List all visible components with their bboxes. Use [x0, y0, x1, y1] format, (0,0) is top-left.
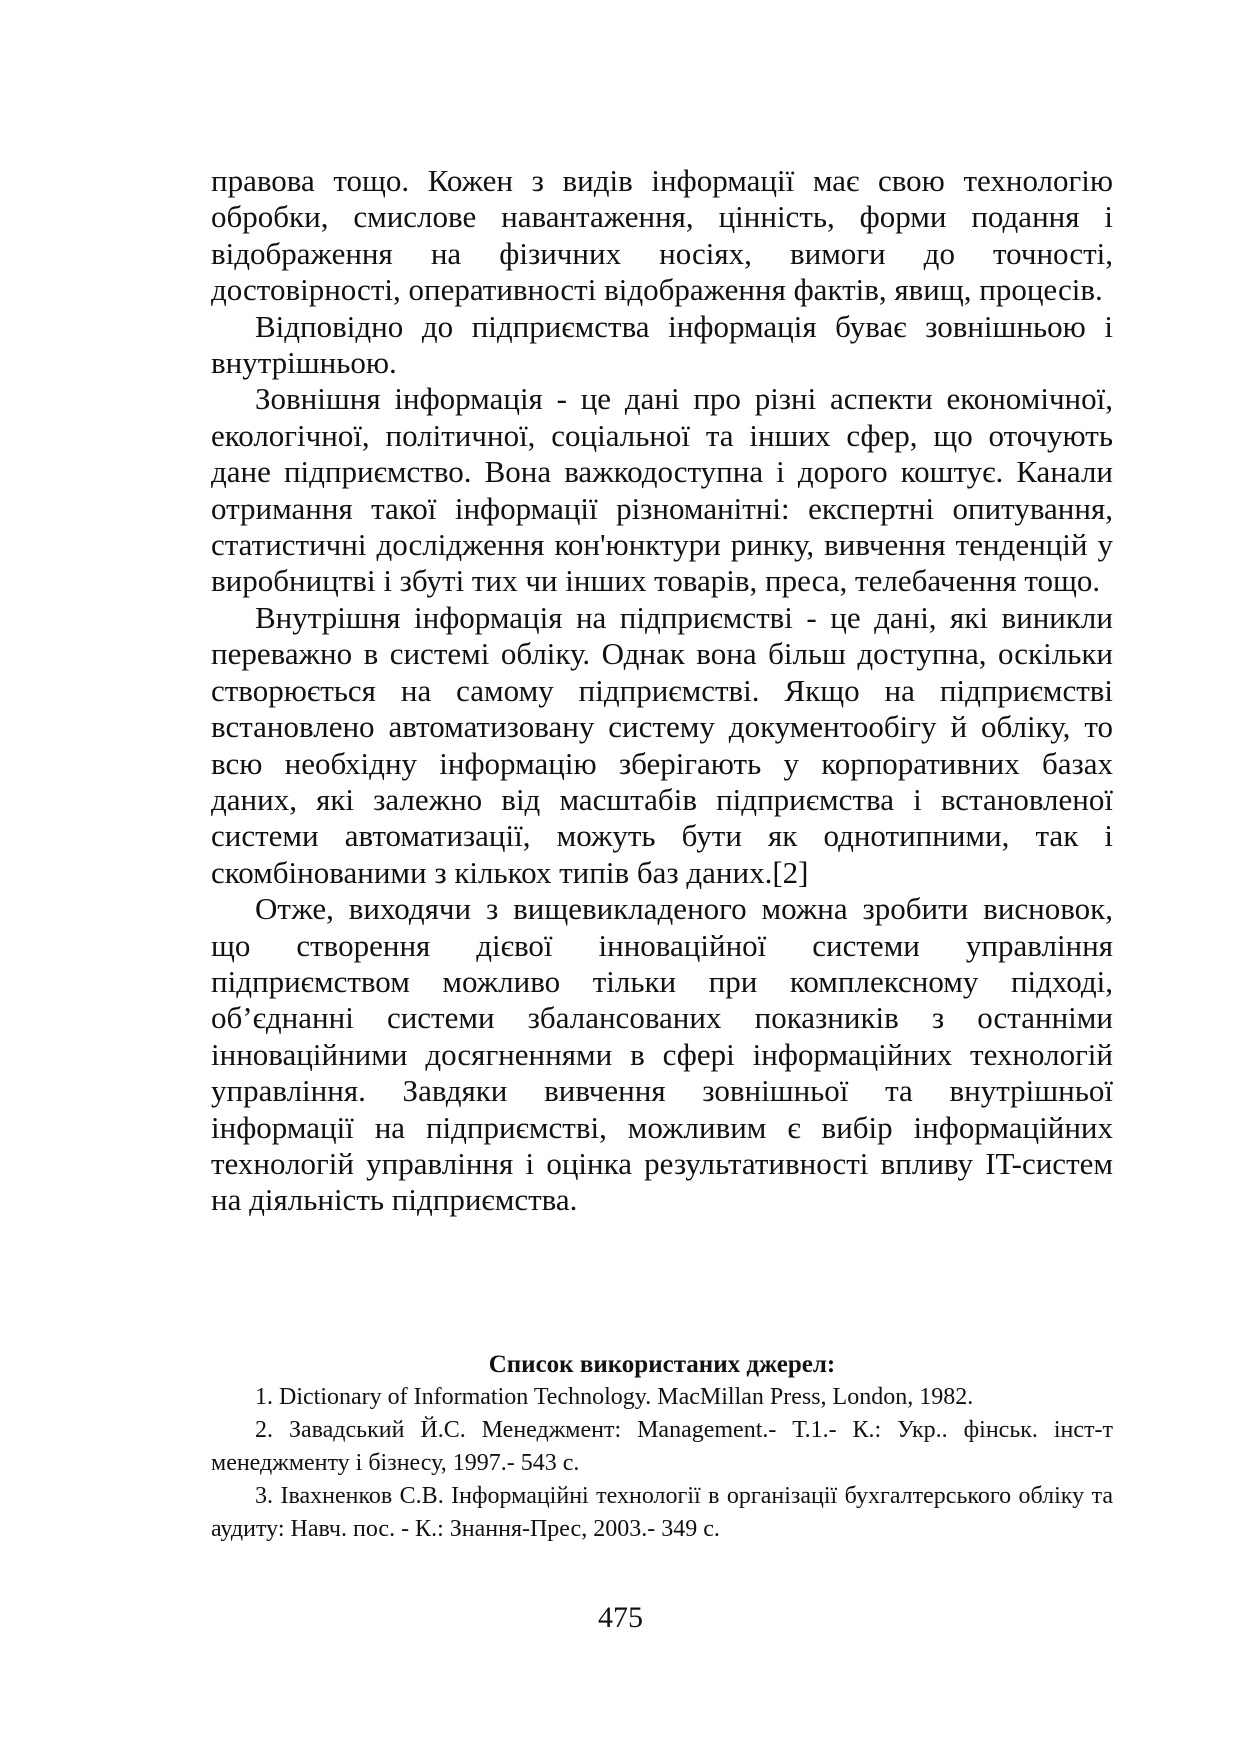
page-number: 475	[598, 1601, 643, 1634]
references-section	[211, 1349, 1113, 1546]
reference-item-3: 3. Івахненков С.В. Інформаційні технології в організації бухгалтерського обліку та аудиту: Навч. пос. - К.: Знання-Прес, 2003.- 349 с.	[211, 1483, 1113, 1542]
references-heading: Список використаних джерел:	[488, 1351, 836, 1378]
paragraph-1: правова тощо. Кожен з видів інформації має свою технологію обробки, смислове навантаження, цінність, форми подання і відображення на фізичних носіях, вимоги до точності, достовірності, оперативності відображення фактів, явищ, процесів.	[211, 163, 1113, 308]
paragraph-2: Відповідно до підприємства інформація буває зовнішньою і внутрішньою.	[211, 308, 1113, 381]
paragraph-4: Внутрішня інформація на підприємстві - це дані, які виникли переважно в системі обліку. Однак вона більш доступна, оскільки створюється на самому підприємстві. Якщо на підприємстві встановлено автоматизовану систему документообігу й обліку, то всю необхідну інформацію зберігають у корпоративних базах даних, які залежно від масштабів підприємства і встановленої системи автоматизації, можуть бути як однотипними, так і скомбінованими з кількох типів баз даних.[2]	[211, 599, 1113, 890]
paragraph-5: Отже, виходячи з вищевикладеного можна зробити висновок, що створення дієвої інноваційної системи управління підприємством можливо тільки при комплексному підході, об’єднанні системи збалансованих показників з останніми інноваційними досягненнями в сфері інформаційних технологій управління. Завдяки вивчення зовнішньої та внутрішньої інформації на підприємстві, можливим є вибір інформаційних технологій управління і оцінка результативності впливу IT-систем на діяльність підприємства.	[211, 891, 1113, 1218]
reference-item-2: 2. Завадський Й.С. Менеджмент: Management.- Т.1.- К.: Укр.. фінськ. інст-т менеджменту і бізнесу, 1997.- 543 с.	[211, 1417, 1113, 1476]
body-text	[211, 163, 1113, 1219]
paragraph-3: Зовнішня інформація - це дані про різні аспекти економічної, екологічної, політичної, соціальної та інших сфер, що оточують дане підприємство. Вона важкодоступна і дорого коштує. Канали отримання такої інформації різноманітні: експертні опитування, статистичні дослідження кон'юнктури ринку, вивчення тенденцій у виробництві і збуті тих чи інших товарів, преса, телебачення тощо.	[211, 381, 1113, 599]
reference-item-1: 1. Dictionary of Information Technology. MacMillan Press, London, 1982.	[255, 1384, 974, 1410]
